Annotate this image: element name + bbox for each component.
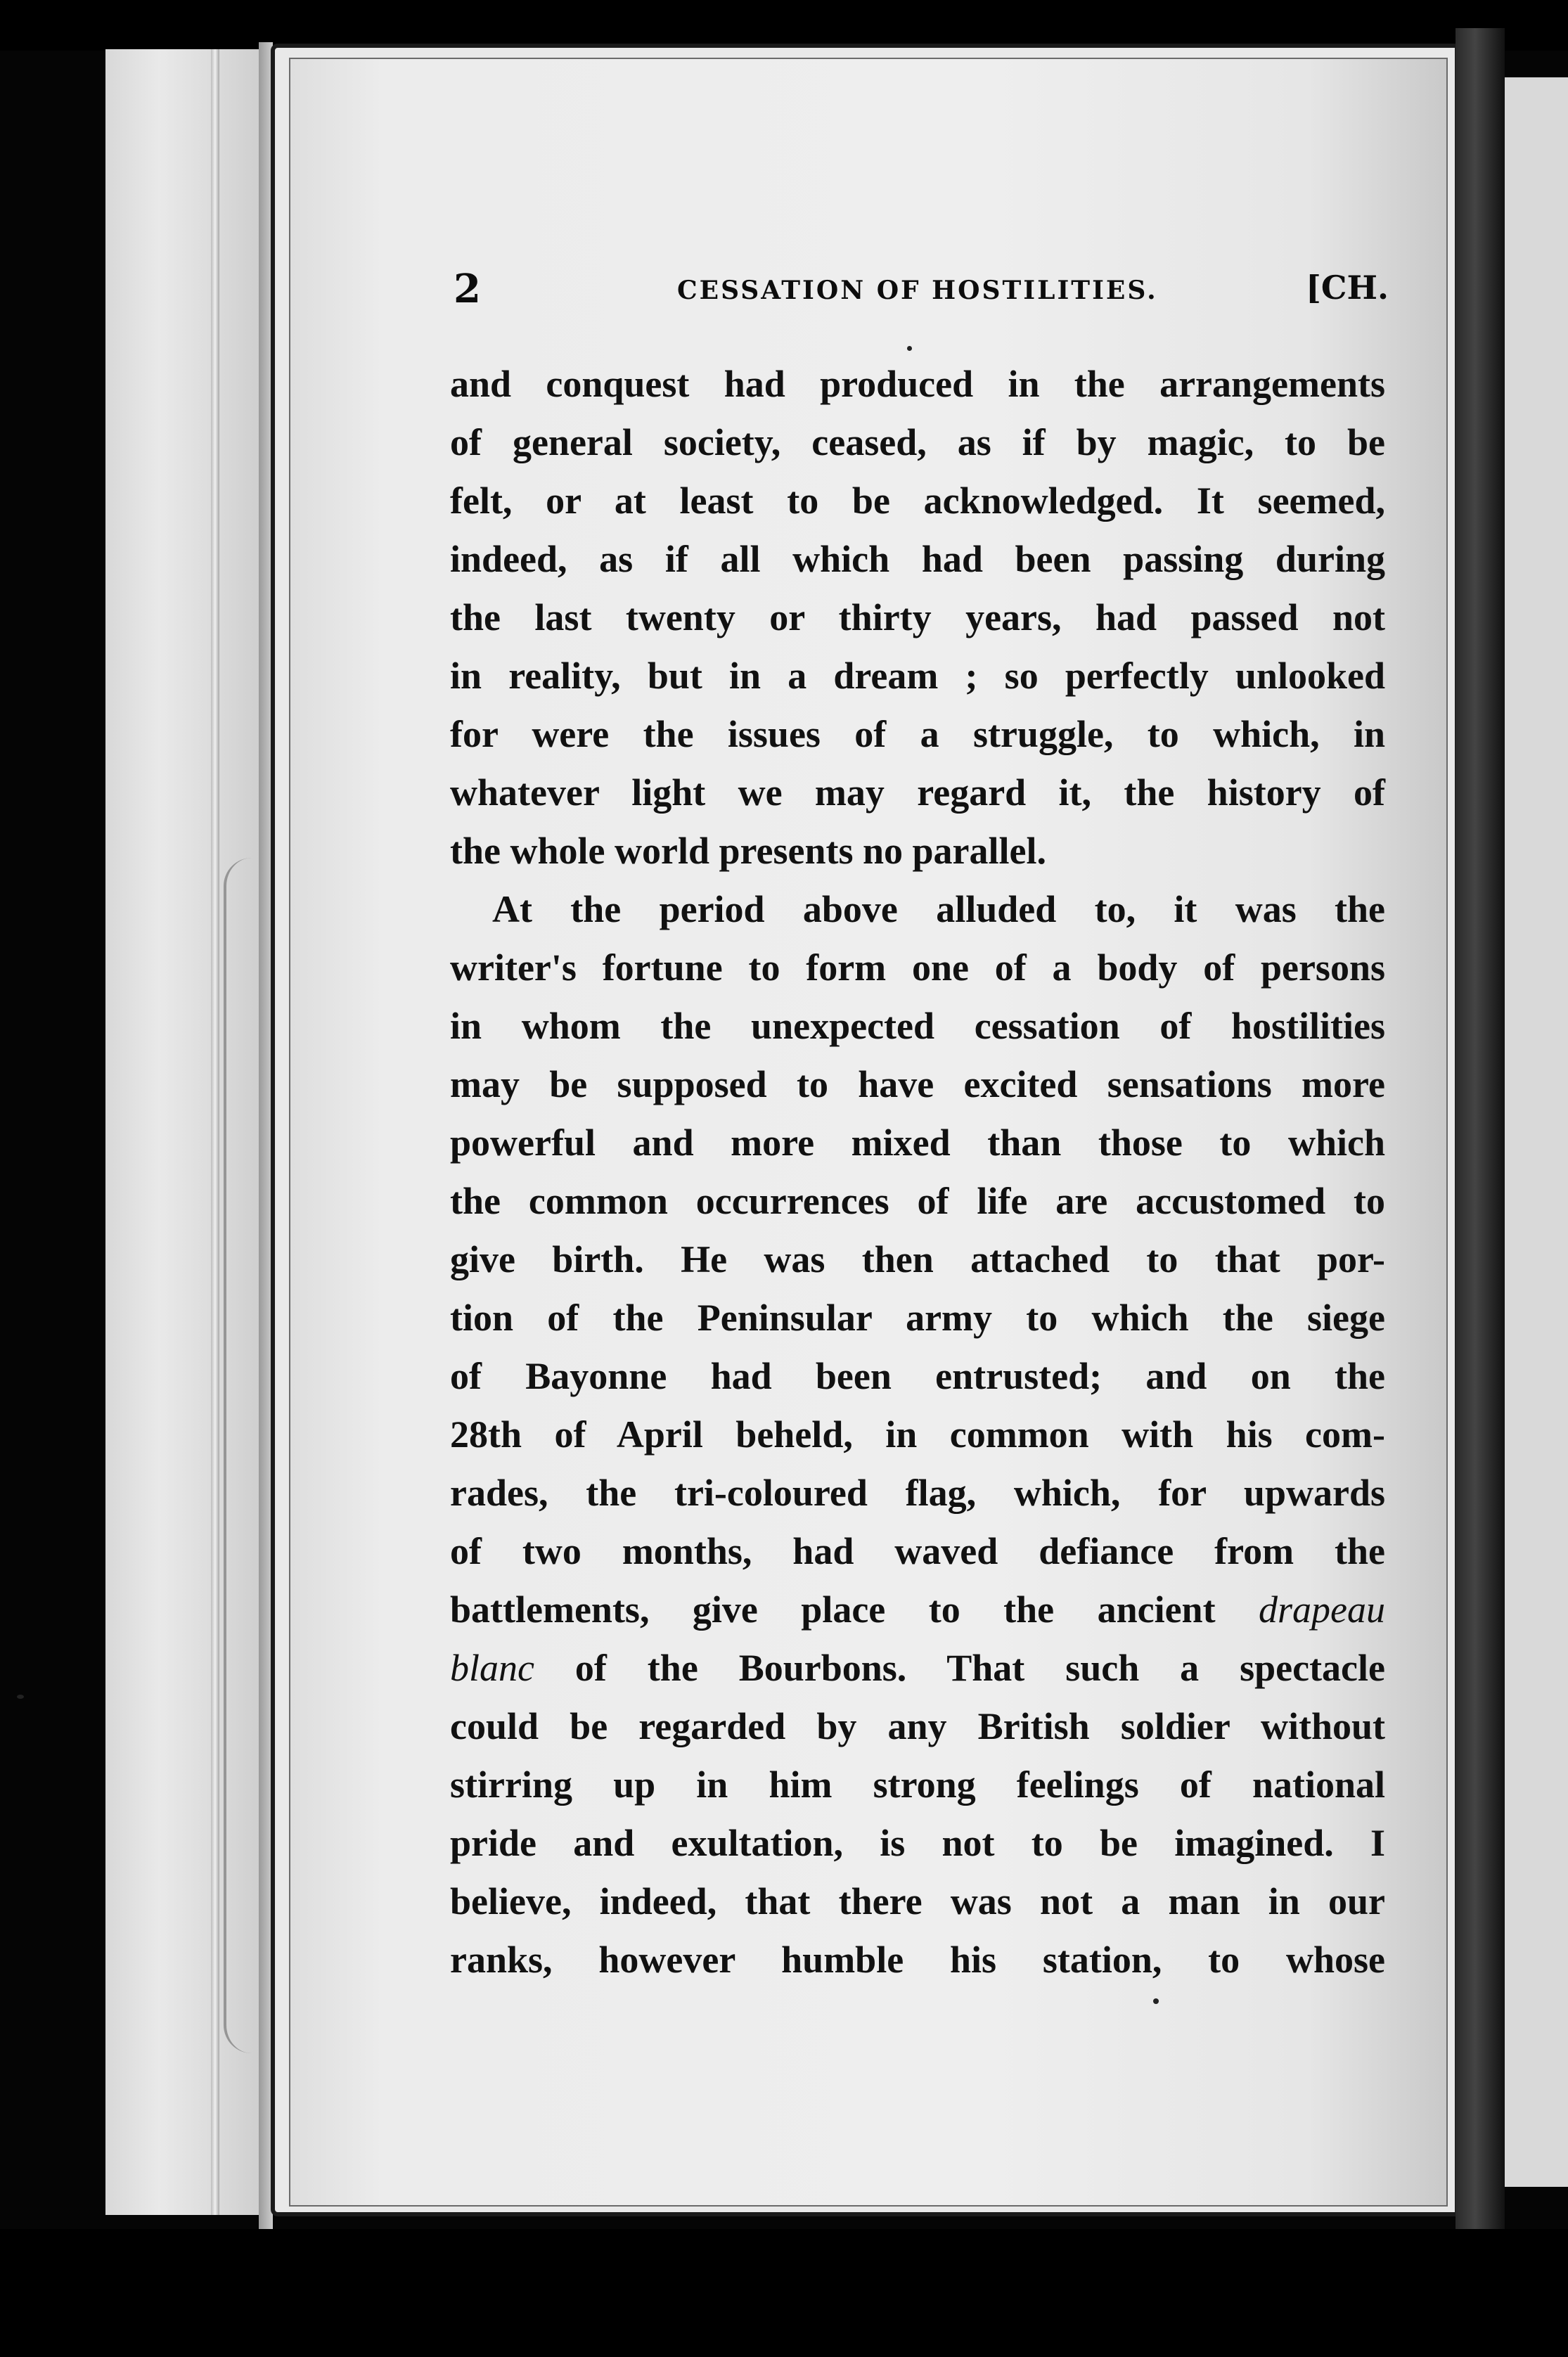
text-line: could be regarded by any British soldier without [450,1705,1385,1747]
text-line: ranks, however humble his station, to whose [450,1939,1385,1981]
page-fold-shadow [224,858,255,2053]
text-line: felt, or at least to be acknowledged. It seemed, [450,480,1385,522]
ink-speck [17,1695,24,1699]
text-segment: of the Bourbons. That such a spectacle [574,1647,1385,1689]
text-segment: battlements, give place to the ancient [450,1588,1216,1631]
text-line: the common occurrences of life are accustomed to [450,1180,1385,1222]
left-cover-board [105,49,261,2215]
running-title: CESSATION OF HOSTILITIES. [677,276,1158,305]
text-line: of two months, had waved defiance from the [450,1530,1385,1572]
text-line: of Bayonne had been entrusted; and on the [450,1355,1385,1397]
text-line-with-italic [450,1639,1385,1697]
text-line: for were the issues of a struggle, to which, in [450,713,1385,755]
italic-phrase: drapeau [1259,1588,1386,1631]
text-line: whatever light we may regard it, the history of [450,771,1385,814]
page-body-text [450,355,1385,1989]
text-line: the whole world presents no parallel. [450,830,1046,872]
gutter-shadow [1455,28,1505,2250]
text-line: tion of the Peninsular army to which the siege [450,1297,1385,1339]
text-line: of general society, ceased, as if by magic, to be [450,421,1385,463]
text-line: 28th of April beheld, in common with his com- [450,1413,1385,1456]
text-line: rades, the tri-coloured flag, which, for upwards [450,1472,1385,1514]
facing-page-edge [1505,77,1568,2187]
text-line: stirring up in him strong feelings of national [450,1764,1385,1806]
text-line: At the period above alluded to, it was the [492,888,1385,930]
book-spine [211,49,219,2215]
chapter-mark: [CH. [1306,269,1389,307]
ink-speck [907,346,912,351]
text-line: believe, indeed, that there was not a man in our [450,1880,1385,1922]
text-line: give birth. He was then attached to that por- [450,1238,1385,1280]
text-line: may be supposed to have excited sensations more [450,1063,1385,1105]
running-head [454,266,1389,322]
ink-speck [1153,1998,1159,2004]
text-line: indeed, as if all which had been passing during [450,538,1385,580]
text-line: powerful and more mixed than those to which [450,1122,1385,1164]
text-line: in whom the unexpected cessation of hostilities [450,1005,1385,1047]
text-line: the last twenty or thirty years, had passed not [450,596,1385,638]
text-line: and conquest had produced in the arrangements [450,363,1385,405]
text-line: in reality, but in a dream ; so perfectly unlooked [450,655,1385,697]
text-line: pride and exultation, is not to be imagined. I [450,1822,1385,1864]
italic-phrase: blanc [450,1647,534,1689]
page-number: 2 [454,266,481,312]
scan-bottom-border [0,2229,1568,2357]
text-line-with-italic [450,1581,1385,1639]
text-line: writer's fortune to form one of a body of persons [450,946,1385,989]
